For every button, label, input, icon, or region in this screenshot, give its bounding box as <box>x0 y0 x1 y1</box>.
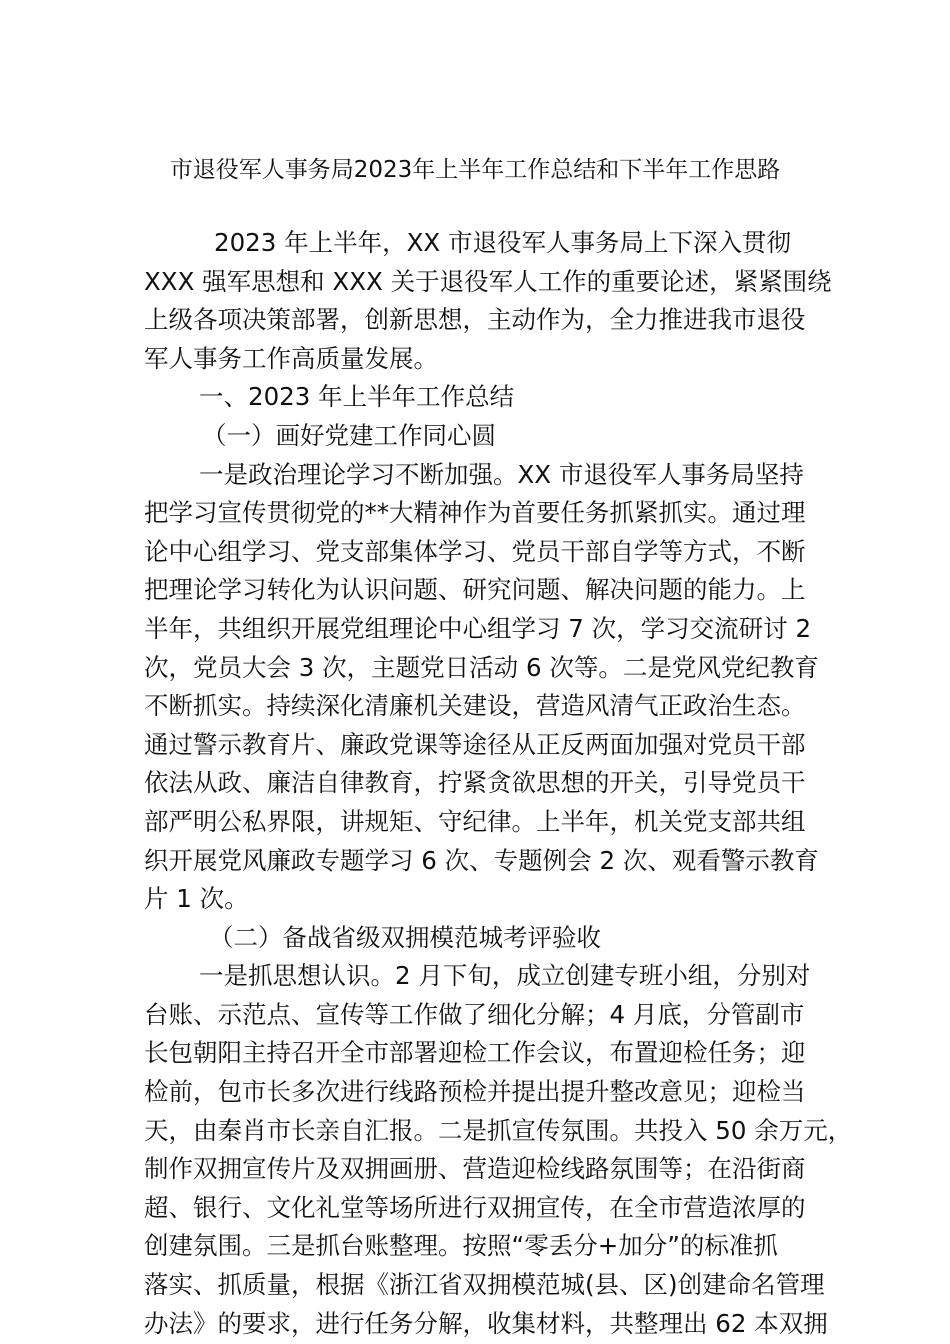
document-title: 市退役军人事务局2023年上半年工作总结和下半年工作思路 <box>169 157 781 183</box>
section-heading: 一、2023 年上半年工作总结 <box>199 382 515 412</box>
paragraph-line: 依法从政、廉洁自律教育，拧紧贪欲思想的开关，引导党员干 <box>144 768 806 798</box>
paragraph-line: 创建氛围。三是抓台账整理。按照“零丢分+加分”的标准抓 <box>144 1231 778 1261</box>
subsection-heading: （二）备战省级双拥模范城考评验收 <box>209 922 601 952</box>
paragraph-line: 台账、示范点、宣传等工作做了细化分解；4 月底，分管副市 <box>144 999 805 1029</box>
paragraph-line: 部严明公私界限，讲规矩、守纪律。上半年，机关党支部共组 <box>144 806 806 836</box>
paragraph-line: 不断抓实。持续深化清廉机关建设，营造风清气正政治生态。 <box>144 691 806 721</box>
paragraph-line: 片 1 次。 <box>144 884 249 914</box>
paragraph-line: 军人事务工作高质量发展。 <box>144 343 438 373</box>
subsection-heading: （一）画好党建工作同心圆 <box>202 420 496 450</box>
paragraph-line: 落实、抓质量，根据《浙江省双拥模范城(县、区)创建命名管理 <box>144 1270 825 1300</box>
paragraph-line: 把理论学习转化为认识问题、研究问题、解决问题的能力。上 <box>144 575 806 605</box>
paragraph-line: 检前，包市长多次进行线路预检并提出提升整改意见；迎检当 <box>144 1077 806 1107</box>
paragraph-line: 一是抓思想认识。2 月下旬，成立创建专班小组，分别对 <box>199 961 811 991</box>
paragraph-line: 办法》的要求，进行任务分解，收集材料，共整理出 62 本双拥 <box>144 1308 828 1338</box>
paragraph-line: 次，党员大会 3 次，主题党日活动 6 次等。二是党风党纪教育 <box>144 652 819 682</box>
paragraph-line: 2023 年上半年，XX 市退役军人事务局上下深入贯彻 <box>214 228 791 257</box>
paragraph-line: XXX 强军思想和 XXX 关于退役军人工作的重要论述，紧紧围绕 <box>144 266 832 296</box>
paragraph-line: 上级各项决策部署，创新思想，主动作为，全力推进我市退役 <box>144 305 806 335</box>
paragraph-line: 把学习宣传贯彻党的**大精神作为首要任务抓紧抓实。通过理 <box>144 498 806 528</box>
paragraph-line: 织开展党风廉政专题学习 6 次、专题例会 2 次、观看警示教育 <box>144 845 819 875</box>
paragraph-line: 天，由秦肖市长亲自汇报。二是抓宣传氛围。共投入 50 余万元， <box>144 1115 853 1145</box>
paragraph-line: 论中心组学习、党支部集体学习、党员干部自学等方式，不断 <box>144 536 806 566</box>
paragraph-line: 超、银行、文化礼堂等场所进行双拥宣传，在全市营造浓厚的 <box>144 1192 806 1222</box>
paragraph-line: 半年，共组织开展党组理论中心组学习 7 次，学习交流研讨 2 <box>144 613 812 643</box>
paragraph-line: 长包朝阳主持召开全市部署迎检工作会议，布置迎检任务；迎 <box>144 1038 806 1068</box>
document-body <box>144 224 853 1343</box>
paragraph-line: 通过警示教育片、廉政党课等途径从正反两面加强对党员干部 <box>144 729 806 759</box>
paragraph-line: 制作双拥宣传片及双拥画册、营造迎检线路氛围等；在沿街商 <box>144 1154 806 1184</box>
paragraph-line: 一是政治理论学习不断加强。XX 市退役军人事务局坚持 <box>199 459 804 489</box>
